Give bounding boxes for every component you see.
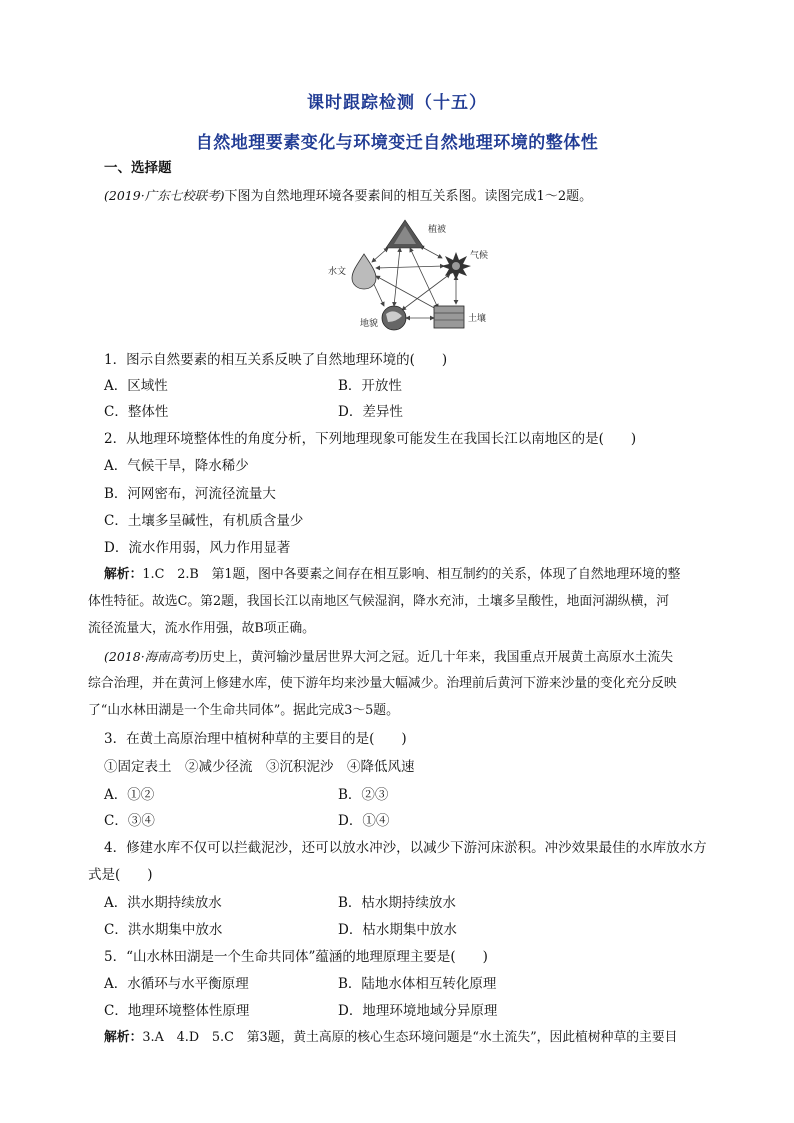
question-3-option-d: D．①④ <box>338 813 390 829</box>
intro-text: 下图为自然地理环境各要素间的相互关系图。读图完成1～2题。 <box>224 189 593 204</box>
vegetation-icon <box>386 220 424 248</box>
page-subtitle: 自然地理要素变化与环境变迁自然地理环境的整体性 <box>195 133 599 153</box>
question-2-stem: 2．从地理环境整体性的角度分析，下列地理现象可能发生在我国长江以南地区的是( ) <box>104 431 637 447</box>
question-3-option-c: C．③④ <box>104 813 155 829</box>
landform-globe-icon <box>382 306 406 330</box>
question-3-stem: 3．在黄土高原治理中植树种草的主要目的是( ) <box>104 731 407 747</box>
question-5-option-b: B．陆地水体相互转化原理 <box>338 976 497 992</box>
question-4-stem: 4．修建水库不仅可以拦截泥沙，还可以放水冲沙，以减少下游河床淤积。冲沙效果最佳的水库放水方 <box>104 840 707 856</box>
question-2-option-c: C．土壤多呈碱性，有机质含量少 <box>104 513 304 529</box>
question-4-option-d: D．枯水期集中放水 <box>338 922 457 938</box>
label-landform: 地貌 <box>360 319 379 329</box>
question-3-option-b: B．②③ <box>338 787 389 803</box>
intro-paragraph-2-line-2: 综合治理，并在黄河上修建水库，使下游年均来沙量大幅减少。治理前后黄河下游来沙量的变化充分反映 <box>88 676 677 691</box>
question-2-option-d: D．流水作用弱，风力作用显著 <box>104 540 291 556</box>
relationship-diagram <box>320 218 520 333</box>
label-vegetation: 植被 <box>428 225 447 235</box>
question-3-option-a: A．①② <box>104 787 155 803</box>
answer-explanation-1-line-3: 流径流量大，流水作用强，故B项正确。 <box>88 621 315 636</box>
source-citation: (2019·广东七校联考) <box>104 188 225 203</box>
climate-icon <box>441 252 471 280</box>
answer-explanation-1-line-2: 体性特征。故选C。第2题，我国长江以南地区气候湿润，降水充沛，土壤多呈酸性，地面河湖纵横，河 <box>88 594 669 609</box>
section-heading: 一、选择题 <box>104 160 172 176</box>
label-climate: 气候 <box>470 251 489 261</box>
water-drop-icon <box>352 254 376 289</box>
question-5-option-c: C．地理环境整体性原理 <box>104 1003 250 1019</box>
answer-label-2: 解析： <box>104 1030 143 1045</box>
question-4-option-a: A．洪水期持续放水 <box>104 895 222 911</box>
answer-label: 解析： <box>104 567 143 582</box>
question-5-stem: 5．“山水林田湖是一个生命共同体”蕴涵的地理原理主要是( ) <box>104 949 488 965</box>
intro-paragraph-2: (2018·海南高考)历史上，黄河输沙量居世界大河之冠。近几十年来，我国重点开展黄土高原水土流失 <box>104 649 674 665</box>
source-citation-2: (2018·海南高考) <box>104 649 200 664</box>
answer-explanation-2: 解析：3.A 4.D 5.C 第3题，黄土高原的核心生态环境问题是“水土流失”，因此植树种草的主要目 <box>104 1030 678 1045</box>
label-water: 水文 <box>328 267 347 277</box>
label-soil: 土壤 <box>468 314 487 324</box>
question-5-option-d: D．地理环境地域分异原理 <box>338 1003 498 1019</box>
answer-explanation-1: 解析：1.C 2.B 第1题，图中各要素之间存在相互影响、相互制约的关系，体现了自然地理环境的整 <box>104 567 681 582</box>
question-1-option-c: C．整体性 <box>104 404 169 420</box>
question-4-stem-line-2: 式是( ) <box>88 867 153 883</box>
question-5-option-a: A．水循环与水平衡原理 <box>104 976 249 992</box>
soil-icon <box>434 306 464 328</box>
question-2-option-b: B．河网密布，河流径流量大 <box>104 486 276 502</box>
question-3-items: ①固定表土 ②减少径流 ③沉积泥沙 ④降低风速 <box>104 759 415 775</box>
question-4-option-b: B．枯水期持续放水 <box>338 895 456 911</box>
question-1-option-b: B．开放性 <box>338 378 402 394</box>
question-1-option-a: A．区域性 <box>104 378 168 394</box>
question-2-option-a: A．气候干旱，降水稀少 <box>104 458 249 474</box>
intro-paragraph-1 <box>104 186 592 207</box>
question-1-option-d: D．差异性 <box>338 404 403 420</box>
question-1-stem: 1．图示自然要素的相互关系反映了自然地理环境的( ) <box>104 352 448 368</box>
page-title: 课时跟踪检测（十五） <box>307 93 487 113</box>
question-4-option-c: C．洪水期集中放水 <box>104 922 223 938</box>
intro-paragraph-2-line-3: 了“山水林田湖是一个生命共同体”。据此完成3～5题。 <box>88 703 399 718</box>
